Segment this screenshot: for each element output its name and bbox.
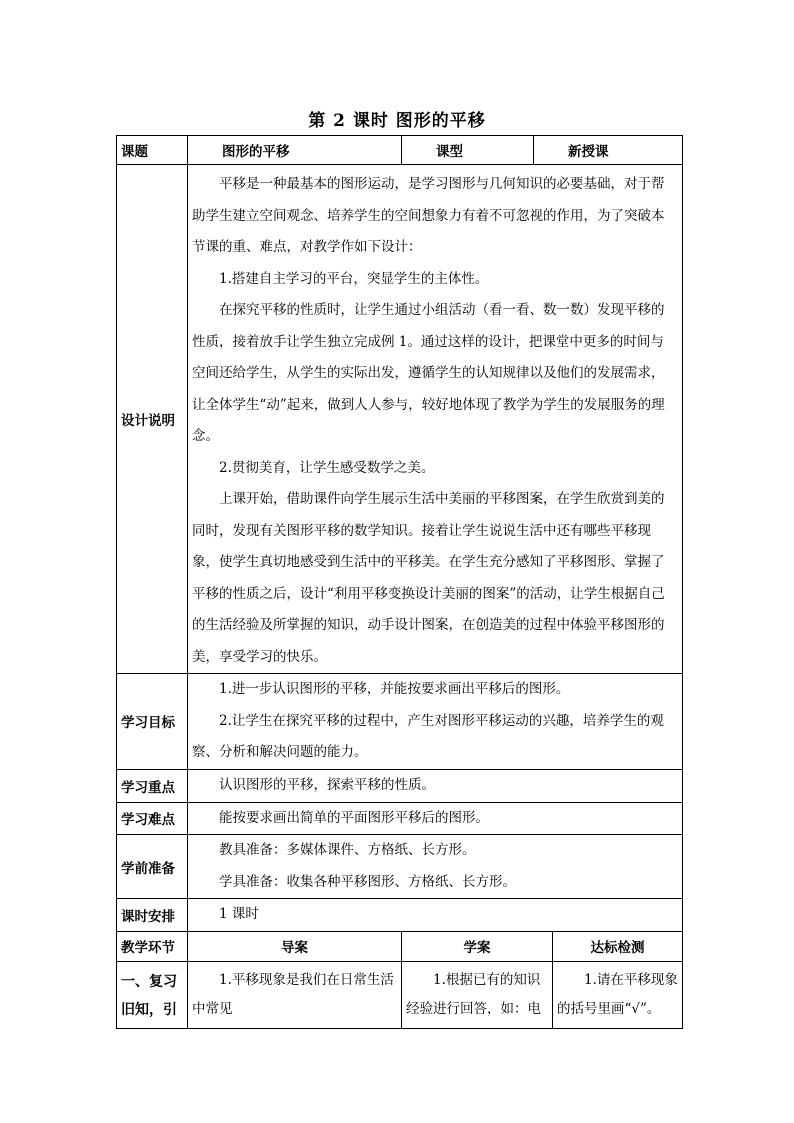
- key-point-content: 认识图形的平移，探索平移的性质。: [188, 769, 683, 802]
- schedule-row: [117, 899, 683, 932]
- design-paragraph: 2.贯彻美育，让学生感受数学之美。: [219, 459, 435, 476]
- goals-content: [188, 674, 683, 770]
- difficulty-label: 学习难点: [117, 802, 188, 835]
- design-label: 设计说明: [117, 165, 188, 674]
- study-header: 学案: [402, 931, 553, 961]
- preparation-content: [188, 835, 683, 899]
- goals-row: [117, 674, 683, 770]
- check-cell: 1.请在平移现象的括号里画“√”。: [553, 961, 683, 1028]
- difficulty-row: [117, 802, 683, 835]
- page-title: 第 2 课时 图形的平移: [308, 111, 486, 131]
- guide-cell: 1.平移现象是我们在日常生活中常见: [188, 961, 402, 1028]
- lesson-plan-table: [116, 135, 683, 1029]
- goal-item: 1.进一步认识图形的平移，并能按要求画出平移后的图形。: [219, 681, 570, 697]
- preparation-row: [117, 835, 683, 899]
- key-point-label: 学习重点: [117, 769, 188, 802]
- design-paragraph: 在探究平移的性质时，让学生通过小组活动（看一看、数一数）发现平移的性质，接着放手让学生独立完成例 1。通过这样的设计，把课堂中更多的时间与空间还给学生，从学生的实际出发，遵循学生的认知规律以及他们的发展需求，让全体学生“动”起来，做到人人参与，较好地体现了教学为学生的发展服务的理念。: [192, 302, 665, 444]
- type-label: 课型: [402, 136, 534, 165]
- goals-label: 学习目标: [117, 674, 188, 770]
- design-row: [117, 165, 683, 674]
- schedule-content: 1 课时: [188, 899, 683, 932]
- topic-row: [117, 136, 683, 165]
- design-paragraph: 1.搭建自主学习的平台，突显学生的主体性。: [219, 270, 489, 287]
- type-value: 新授课: [534, 136, 683, 165]
- topic-value: 图形的平移: [188, 136, 402, 165]
- student-prep: 学具准备：收集各种平移图形、方格纸、长方形。: [219, 873, 516, 890]
- check-header: 达标检测: [553, 931, 683, 961]
- design-paragraph: 平移是一种最基本的图形运动，是学习图形与几何知识的必要基础，对于帮助学生建立空间观念、培养学生的空间想象力有着不可忽视的作用，为了突破本节课的重、难点，对教学作如下设计：: [192, 176, 665, 255]
- topic-label: 课题: [117, 136, 188, 165]
- study-cell: 1.根据已有的知识经验进行回答，如：电: [402, 961, 553, 1028]
- preparation-label: 学前准备: [117, 835, 188, 899]
- key-point-row: [117, 769, 683, 802]
- guide-header: 导案: [188, 931, 402, 961]
- teaching-header-row: [117, 931, 683, 961]
- teacher-prep: 教具准备：多媒体课件、方格纸、长方形。: [219, 842, 476, 858]
- design-paragraph: 上课开始，借助课件向学生展示生活中美丽的平移图案，在学生欣赏到美的同时，发现有关图形平移的数学知识。接着让学生说说生活中还有哪些平移现象，使学生真切地感受到生活中的平移美。在学生充分感知了平移图形、掌握了平移的性质之后，设计“利用平移变换设计美丽的图案”的活动，让学生根据自己的生活经验及所掌握的知识，动手设计图案，在创造美的过程中体验平移图形的美，享受学习的快乐。: [192, 491, 665, 665]
- goal-item: 2.让学生在探究平移的过程中，产生对图形平移运动的兴趣，培养学生的观察、分析和解决问题的能力。: [192, 712, 664, 760]
- teaching-row: [117, 961, 683, 1028]
- stage-cell: 一、复习旧知，引: [117, 961, 188, 1028]
- stage-header: 教学环节: [117, 931, 188, 961]
- design-content: [188, 165, 683, 674]
- difficulty-content: 能按要求画出简单的平面图形平移后的图形。: [188, 802, 683, 835]
- schedule-label: 课时安排: [117, 899, 188, 932]
